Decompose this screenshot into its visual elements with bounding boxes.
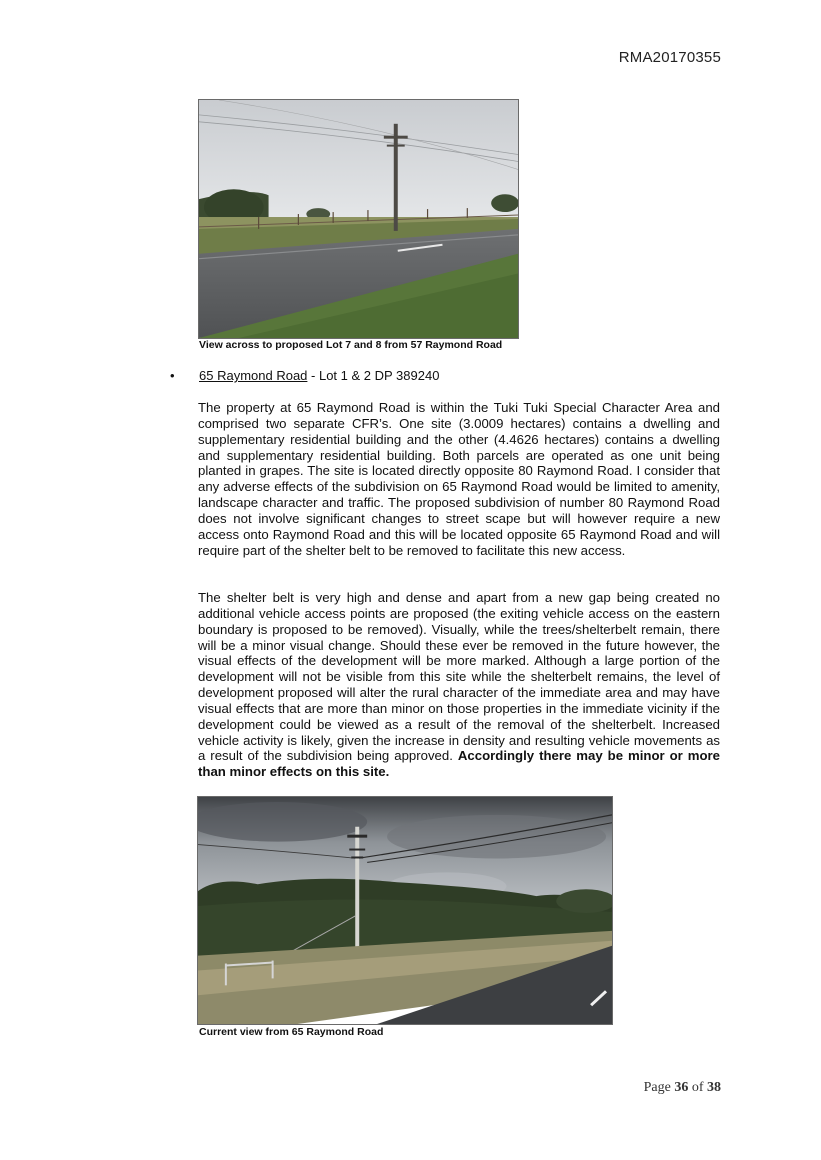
page-number — [644, 1080, 721, 1096]
photo-65-raymond-road — [197, 796, 613, 1025]
photo-caption-lots: View across to proposed Lot 7 and 8 from 57 Raymond Road — [199, 339, 503, 351]
shelterbelt-photo — [198, 797, 612, 1024]
page-total: 38 — [707, 1080, 721, 1095]
conclusion-statement: Accordingly there may be minor or more than minor effects on this site. — [198, 748, 721, 780]
photo-caption-current-view: Current view from 65 Raymond Road — [199, 1026, 384, 1038]
paragraph-property-description: The property at 65 Raymond Road is within the Tuki Tuki Special Character Area and comprised two separate CFR’s. One site (3.0009 hectares) contains a dwelling and supplementary residential building and the other (4.4626 hectares) contains a dwelling and supplementary residential building. Both parcels are operated as one unit being planted in grapes. The site is located directly opposite 80 Raymond Road. I consider that any adverse effects of the subdivision on 65 Raymond Road would be limited to amenity, landscape character and traffic. The proposed subdivision of number 80 Raymond Road does not involve significant changes to street scape but will however require a new access onto Raymond Road and this will be located opposite 65 Raymond Road and will require part of the shelter belt to be removed to facilitate this new access. — [198, 400, 720, 558]
page-label: Page — [643, 1080, 671, 1095]
page-current: 36 — [674, 1080, 689, 1095]
property-legal-description: - Lot 1 & 2 DP 389240 — [307, 368, 440, 383]
paragraph-shelterbelt-text: The shelter belt is very high and dense and apart from a new gap being created no additional vehicle access points are proposed (the exiting vehicle access on the eastern boundary is proposed to be removed). Visually, while the trees/shelterbelt remain, there will be a minor visual change. Should these ever be removed in the future however, the visual effects of the development will be more marked. Although a large portion of the development will not be visible from this site while the shelterbelt remains, the level of development proposed will alter the rural character of the immediate area and may have visual effects that are more than minor on those properties in the immediate vicinity if the development could be viewed as a result of the removal of the shelterbelt. Increased vehicle activity is likely, given the increase in density and resulting vehicle movements as a result of the subdivision being approved. — [198, 590, 720, 764]
document-reference: RMA20170355 — [618, 49, 721, 66]
paragraph-shelterbelt-effects — [198, 590, 720, 780]
property-heading — [199, 368, 439, 383]
rural-road-photo — [199, 100, 518, 338]
bullet-dot-icon: • — [170, 368, 175, 383]
property-link[interactable]: 65 Raymond Road — [199, 368, 308, 383]
page-of: of — [691, 1080, 704, 1095]
photo-raymond-road-lots — [198, 99, 519, 339]
